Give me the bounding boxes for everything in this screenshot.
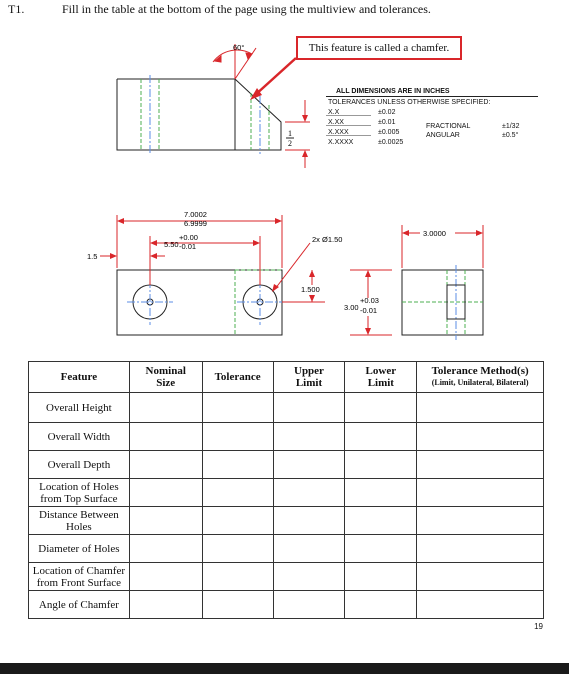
answer-cell[interactable] <box>202 507 273 535</box>
side-view <box>402 265 483 340</box>
fraction-denominator: 2 <box>288 139 292 148</box>
answer-cell[interactable] <box>417 535 544 563</box>
table-row <box>29 393 544 423</box>
answer-cell[interactable] <box>345 423 417 451</box>
hole-spacing-plus: +0.00 <box>179 233 198 242</box>
table-row <box>29 451 544 479</box>
angle-label: 60° <box>233 43 245 52</box>
front-view <box>117 270 283 335</box>
tolerance-subtitle: TOLERANCES UNLESS OTHERWISE SPECIFIED: <box>328 99 491 106</box>
answer-cell[interactable] <box>345 507 417 535</box>
header-lower-limit: Lower Limit <box>345 362 417 393</box>
answer-cell[interactable] <box>417 393 544 423</box>
answer-cell[interactable] <box>273 393 345 423</box>
feature-cell: Overall Width <box>29 423 130 451</box>
answer-cell[interactable] <box>129 535 202 563</box>
tol-format-4: X.XXXX <box>328 139 354 146</box>
hole-callout: 2x Ø1.50 <box>312 235 343 244</box>
answer-cell[interactable] <box>345 591 417 619</box>
answer-cell[interactable] <box>129 423 202 451</box>
answer-cell[interactable] <box>417 451 544 479</box>
question-number: T1. <box>8 2 25 16</box>
tolerance-title: ALL DIMENSIONS ARE IN INCHES <box>336 88 450 95</box>
answer-cell[interactable] <box>202 479 273 507</box>
feature-cell: Location of Chamfer from Front Surface <box>29 563 130 591</box>
answer-cell[interactable] <box>129 393 202 423</box>
tol-value-3: ±0.005 <box>378 129 400 136</box>
answer-cell[interactable] <box>273 451 345 479</box>
answer-cell[interactable] <box>129 507 202 535</box>
angular-label: ANGULAR <box>426 132 460 139</box>
width-upper-limit: 7.0002 <box>184 210 207 219</box>
tolerance-worksheet-table <box>28 361 544 619</box>
question-text: Fill in the table at the bottom of the page using the multiview and tolerances. <box>62 2 431 16</box>
table-row <box>29 535 544 563</box>
answer-cell[interactable] <box>273 535 345 563</box>
answer-cell[interactable] <box>417 423 544 451</box>
answer-cell[interactable] <box>273 479 345 507</box>
left-dimension: 1.5 <box>87 252 98 261</box>
answer-cell[interactable] <box>129 479 202 507</box>
answer-cell[interactable] <box>345 451 417 479</box>
feature-cell: Overall Height <box>29 393 130 423</box>
hole-spacing-minus: -0.01 <box>179 242 197 251</box>
answer-cell[interactable] <box>417 563 544 591</box>
depth-dimension: 3.0000 <box>423 229 446 238</box>
answer-cell[interactable] <box>202 591 273 619</box>
hole-height-dim: 1.500 <box>301 285 320 294</box>
header-upper-limit: Upper Limit <box>273 362 345 393</box>
answer-cell[interactable] <box>417 591 544 619</box>
tol-format-1: X.X <box>328 109 340 116</box>
height-nominal: 3.00 <box>344 303 359 312</box>
answer-cell[interactable] <box>417 479 544 507</box>
answer-cell[interactable] <box>273 563 345 591</box>
tol-format-3: X.XXX <box>328 129 349 136</box>
feature-cell: Location of Holes from Top Surface <box>29 479 130 507</box>
header-nominal-size: Nominal Size <box>129 362 202 393</box>
width-lower-limit: 6.9999 <box>184 219 207 228</box>
answer-cell[interactable] <box>202 393 273 423</box>
feature-cell: Distance Between Holes <box>29 507 130 535</box>
answer-cell[interactable] <box>202 423 273 451</box>
feature-cell: Overall Depth <box>29 451 130 479</box>
answer-cell[interactable] <box>273 591 345 619</box>
fractional-label: FRACTIONAL <box>426 123 471 130</box>
height-plus: +0.03 <box>360 296 379 305</box>
page-number: 19 <box>534 622 543 631</box>
callout-arrow <box>250 58 296 100</box>
hole-spacing-nominal: 5.50 <box>164 240 179 249</box>
header-tolerance: Tolerance <box>202 362 273 393</box>
tol-format-2: X.XX <box>328 119 344 126</box>
feature-cell: Angle of Chamfer <box>29 591 130 619</box>
answer-cell[interactable] <box>345 563 417 591</box>
header-feature: Feature <box>29 362 130 393</box>
table-row <box>29 591 544 619</box>
table-row <box>29 423 544 451</box>
answer-cell[interactable] <box>273 507 345 535</box>
tol-value-2: ±0.01 <box>378 119 396 126</box>
answer-cell[interactable] <box>202 535 273 563</box>
angular-value: ±0.5° <box>502 132 519 139</box>
answer-cell[interactable] <box>273 423 345 451</box>
answer-cell[interactable] <box>417 507 544 535</box>
answer-cell[interactable] <box>345 393 417 423</box>
answer-cell[interactable] <box>202 451 273 479</box>
answer-cell[interactable] <box>129 591 202 619</box>
answer-cell[interactable] <box>345 479 417 507</box>
fraction-numerator: 1 <box>288 129 292 138</box>
table-row <box>29 507 544 535</box>
bottom-bar <box>0 663 569 674</box>
header-tolerance-method: Tolerance Method(s) (Limit, Unilateral, Bilateral) <box>417 362 544 393</box>
feature-cell: Diameter of Holes <box>29 535 130 563</box>
answer-cell[interactable] <box>345 535 417 563</box>
tol-value-4: ±0.0025 <box>378 139 404 146</box>
answer-cell[interactable] <box>129 563 202 591</box>
table-row <box>29 479 544 507</box>
tol-value-1: ±0.02 <box>378 109 396 116</box>
answer-cell[interactable] <box>202 563 273 591</box>
chamfer-callout-box: This feature is called a chamfer. <box>296 36 462 60</box>
top-view <box>117 75 281 154</box>
height-minus: -0.01 <box>360 306 378 315</box>
answer-cell[interactable] <box>129 451 202 479</box>
table-row <box>29 563 544 591</box>
fractional-value: ±1/32 <box>502 123 520 130</box>
table-header-row <box>29 362 544 393</box>
